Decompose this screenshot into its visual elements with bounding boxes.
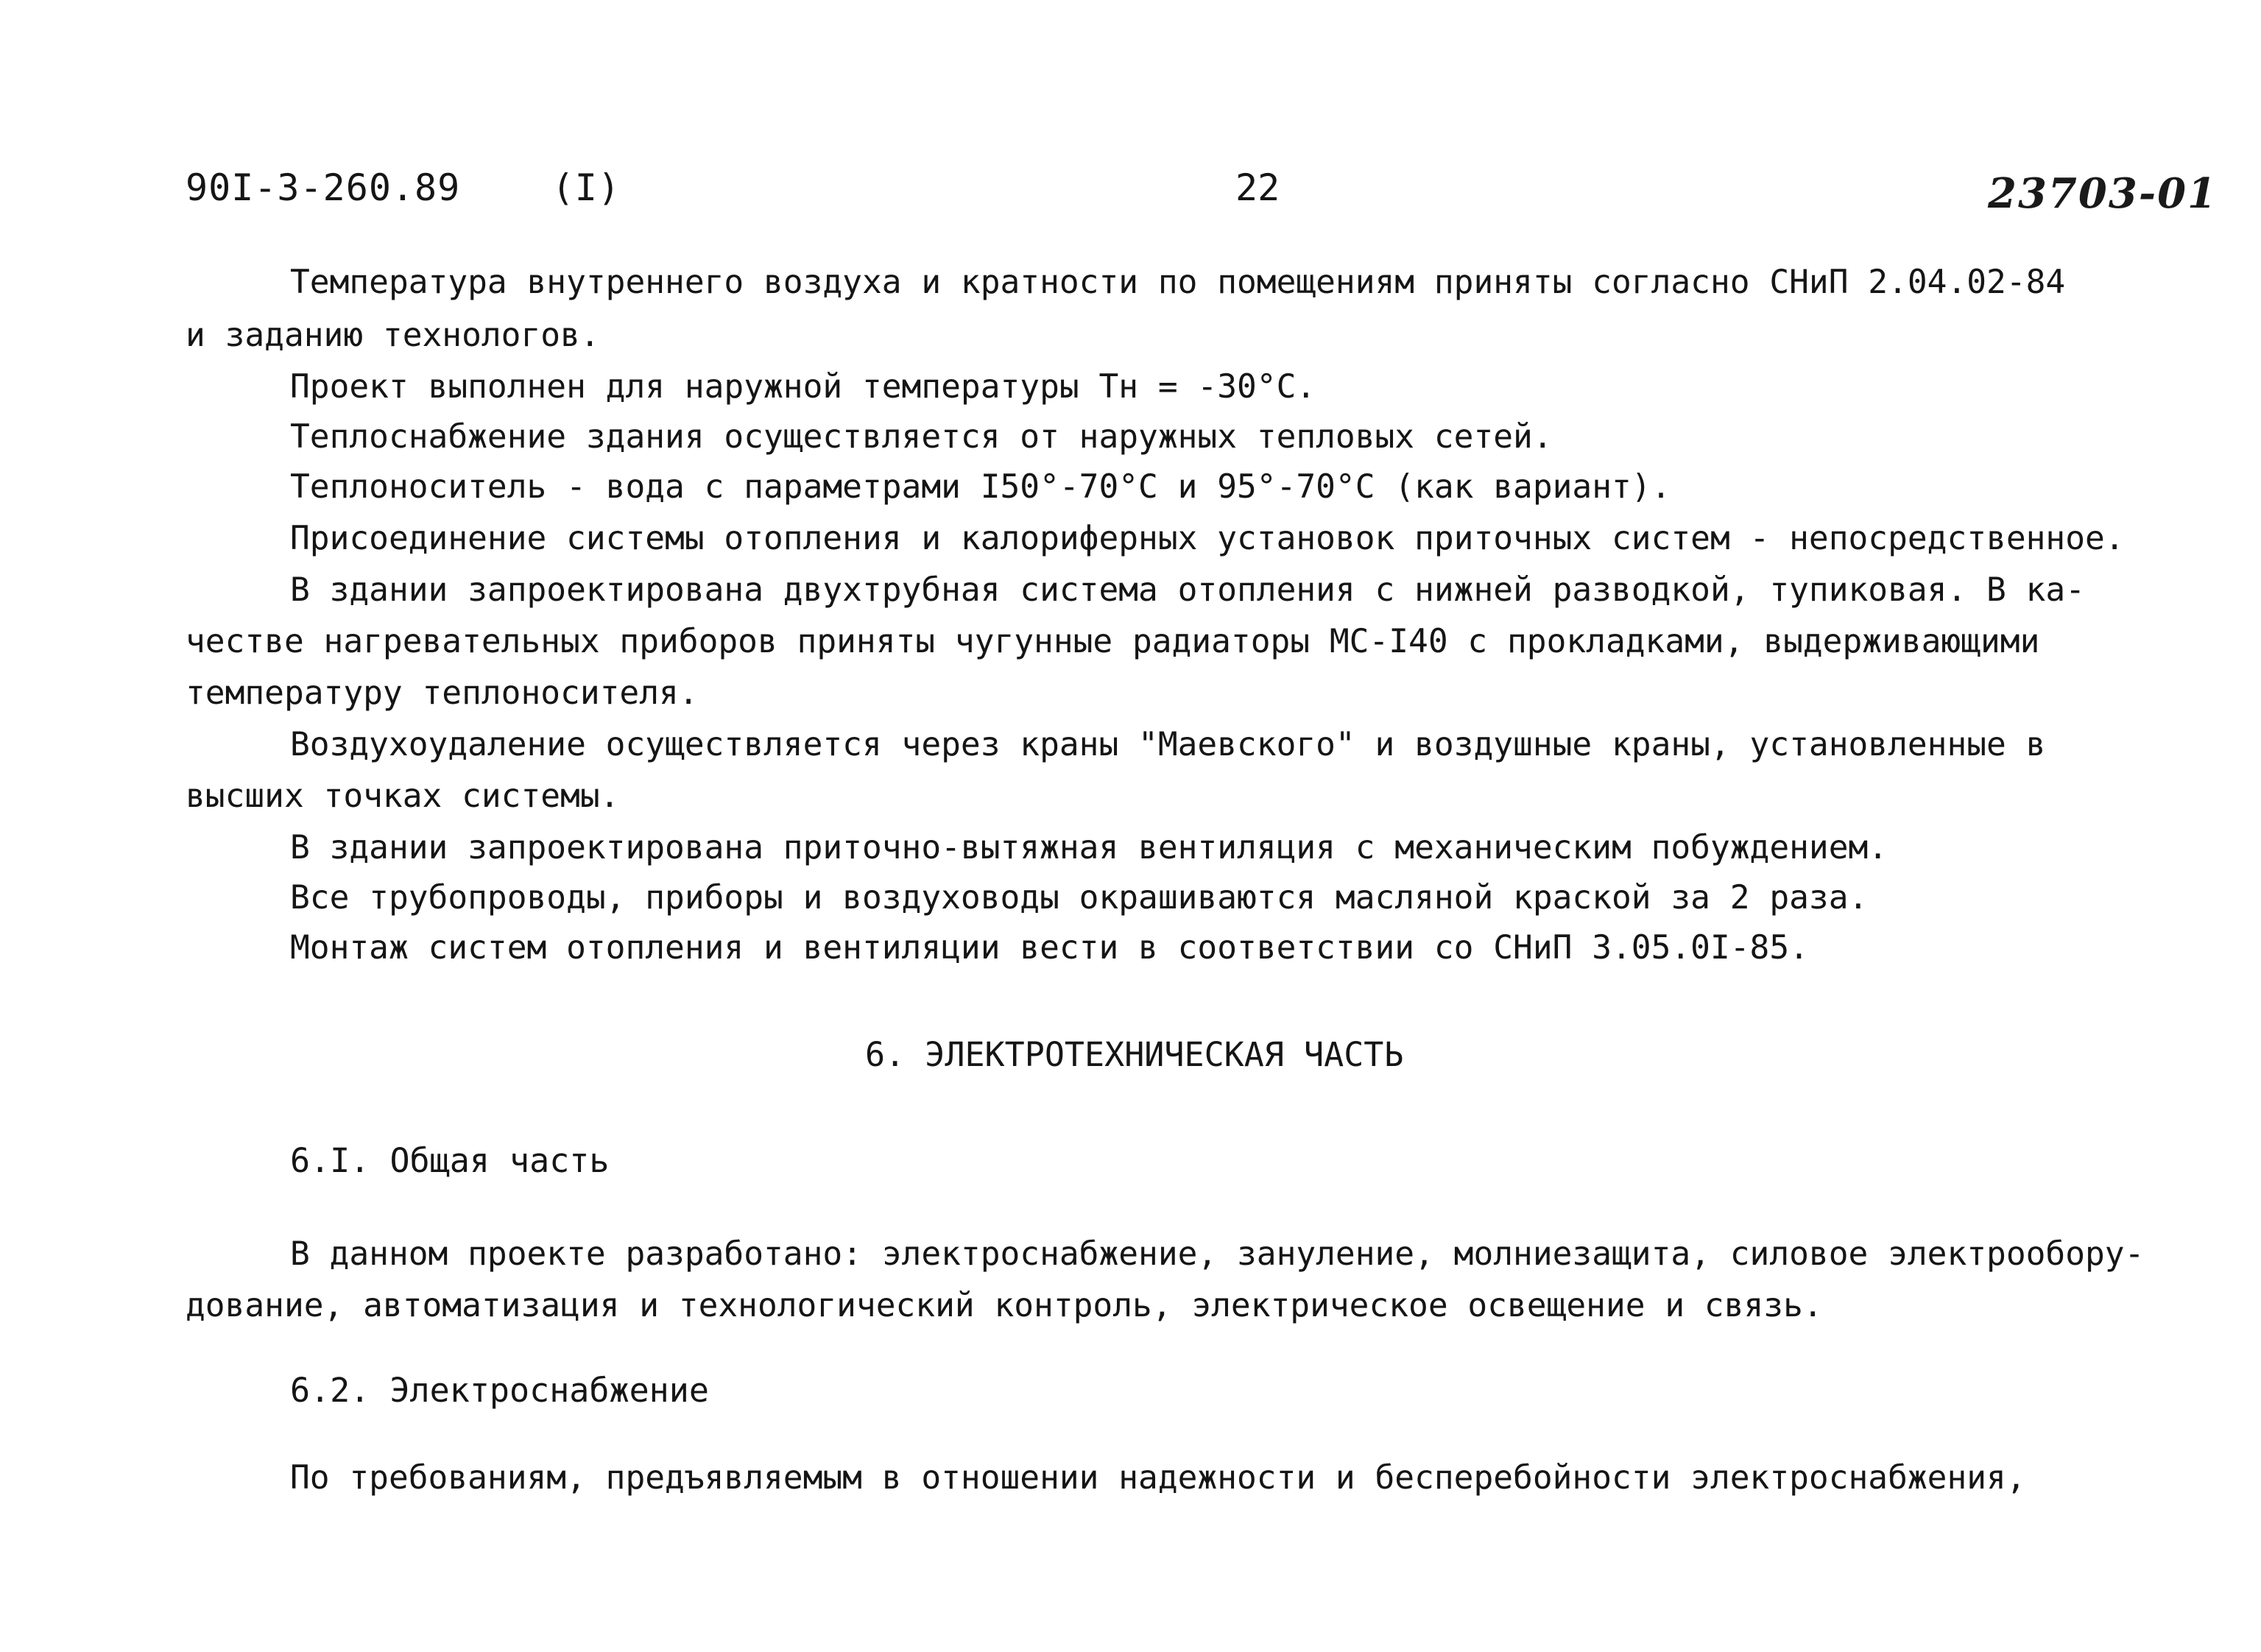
text-line: Воздухоудаление осуществляется через краны "Маевского" и воздушные краны, установленные в [290, 726, 2046, 763]
text-line: В здании запроектирована двухтрубная система отопления с нижней разводкой, тупиковая. В ка- [290, 571, 2086, 609]
text-line: температуру теплоносителя. [186, 674, 699, 712]
text-line: В данном проекте разработано: электроснабжение, зануление, молниезащита, силовое электрообору- [290, 1235, 2145, 1273]
doc-code-number: 90I-3-260.89 [186, 166, 461, 209]
text-line: Температура внутреннего воздуха и кратности по помещениям приняты согласно СНиП 2.04.02-84 [290, 264, 2066, 301]
document-code [186, 166, 621, 209]
volume-number: (I) [551, 166, 621, 209]
subsection-title: 6.I. Общая часть [290, 1141, 610, 1180]
text-line: высших точках системы. [186, 777, 620, 815]
text-line: и заданию технологов. [186, 317, 600, 354]
text-line: В здании запроектирована приточно-вытяжная вентиляция с механическим побуждением. [290, 829, 1888, 866]
text-line: Все трубопроводы, приборы и воздуховоды окрашиваются масляной краской за 2 раза. [290, 879, 1869, 917]
text-line: Монтаж систем отопления и вентиляции вести в соответствии со СНиП 3.05.0I-85. [290, 929, 1809, 967]
text-line: Проект выполнен для наружной температуры Тн = -30°С. [290, 368, 1316, 406]
handwritten-stamp: 23703-01 [1988, 169, 2218, 218]
text-line: Присоединение системы отопления и калориферных установок приточных систем - непосредственное. [290, 520, 2125, 557]
subsection-title: 6.2. Электроснабжение [290, 1371, 709, 1410]
section-title: 6. ЭЛЕКТРОТЕХНИЧЕСКАЯ ЧАСТЬ [865, 1035, 1404, 1074]
text-line: честве нагревательных приборов приняты чугунные радиаторы МС-I40 с прокладками, выдерживающими [186, 623, 2040, 660]
text-line: Теплоснабжение здания осуществляется от наружных тепловых сетей. [290, 418, 1553, 456]
text-line: Теплоноситель - вода с параметрами I50°-70°С и 95°-70°С (как вариант). [290, 468, 1671, 506]
text-line: дование, автоматизация и технологический контроль, электрическое освещение и связь. [186, 1287, 1823, 1324]
page-number: 22 [1235, 166, 1280, 209]
page-header [0, 166, 2261, 225]
text-line: По требованиям, предъявляемым в отношении надежности и бесперебойности электроснабжения, [290, 1459, 2026, 1497]
